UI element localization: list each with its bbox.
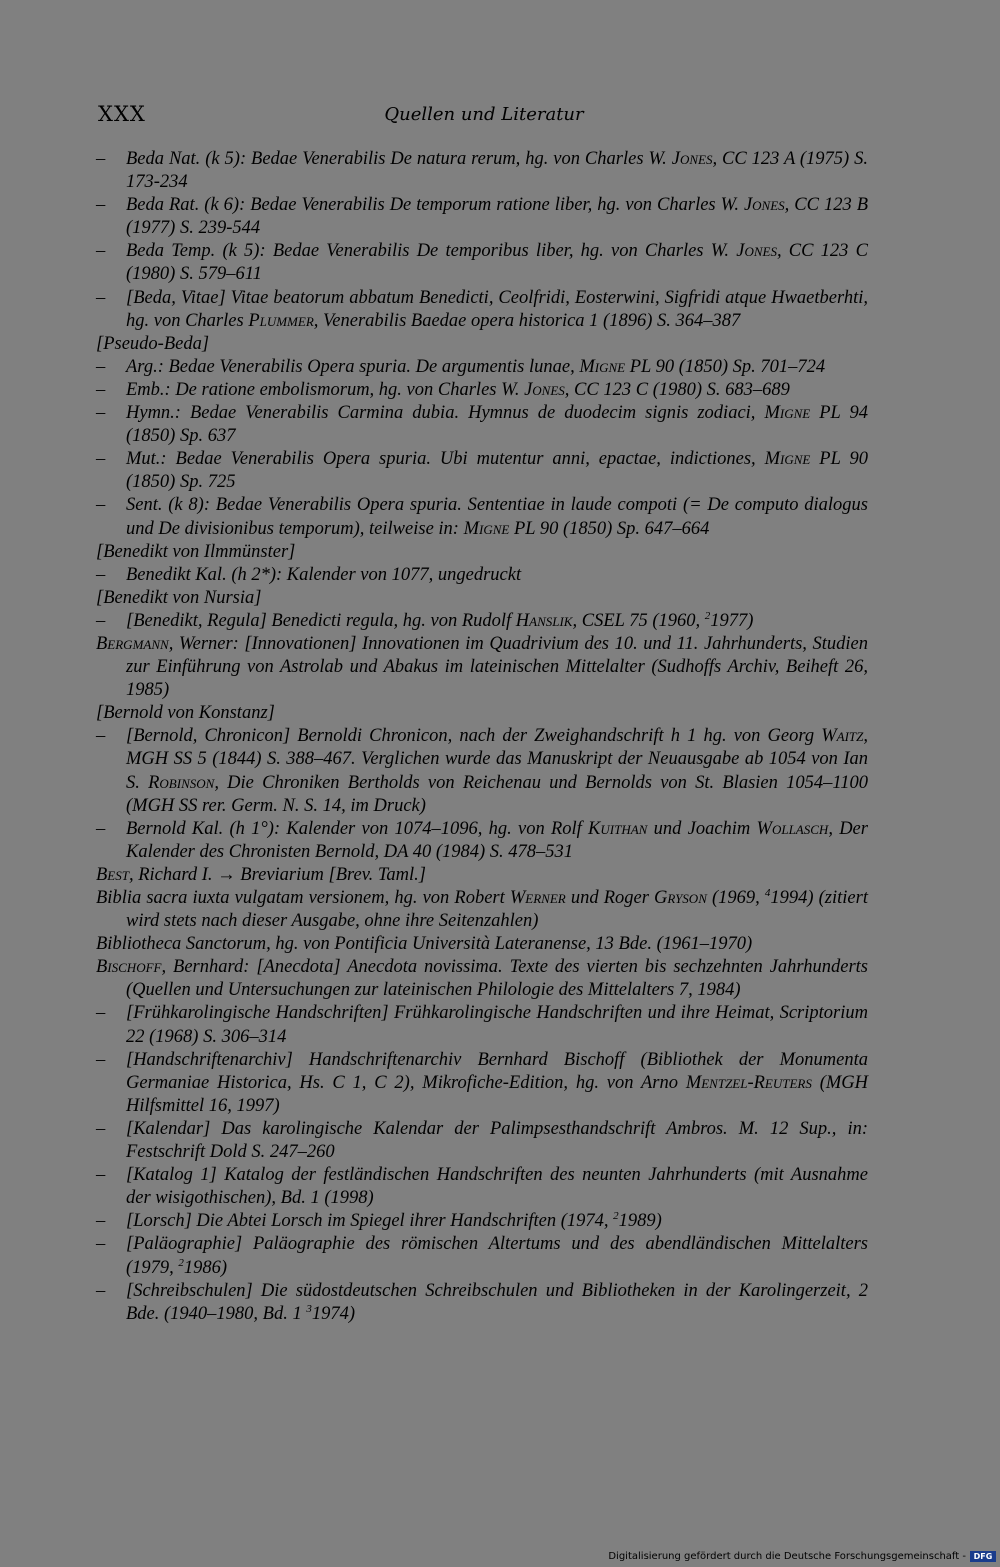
entry-dash: – <box>96 726 106 747</box>
entry-text: Mut.: Bedae Venerabilis Opera spuria. Ubi mutentur anni, epactae, indictiones, Migne PL 90 (1850) Sp. 725 <box>126 449 868 493</box>
entry-text: [Lorsch] Die Abtei Lorsch im Spiegel ihrer Handschriften (1974, $^2$1989) <box>126 1210 662 1232</box>
entry-text: [Paläographie] Paläographie des römischen Altertums und des abendländischen Mittelalters (1979, $^2$1986) <box>126 1234 868 1278</box>
running-title: Quellen und Literatur <box>384 104 584 125</box>
entry-text: [Bernold von Konstanz] <box>96 703 275 724</box>
entry-dash: – <box>96 818 106 839</box>
bibliography-heading <box>96 702 868 725</box>
bibliography-entry <box>96 494 868 540</box>
bibliography-entry <box>96 240 868 286</box>
entry-text: Beda Temp. (k 5): Bedae Venerabilis De temporibus liber, hg. von Charles W. Jones, CC 123 C (1980) S. 579–611 <box>126 241 868 285</box>
entry-text: [Bernold, Chronicon] Bernoldi Chronicon, nach der Zweighandschrift h 1 hg. von Georg Waitz, MGH SS 5 (1844) S. 388–467. Verglichen wurde das Manuskript der Neuausgabe ab 1054 von Ian S. Robinson, Die Chroniken Bertholds von Reichenau und Bernolds von St. Blasien 1054–1100 (MGH SS rer. Germ. N. S. 14, im Druck) <box>126 726 868 816</box>
bibliography-heading <box>96 587 868 610</box>
dfg-logo-icon: DFG <box>970 1551 996 1562</box>
bibliography-entry <box>96 194 868 240</box>
entry-text: [Kalendar] Das karolingische Kalendar der Palimpsesthandschrift Ambros. M. 12 Sup., in: Festschrift Dold S. 247–260 <box>126 1118 868 1163</box>
entry-text: Beda Nat. (k 5): Bedae Venerabilis De natura rerum, hg. von Charles W. Jones, CC 123 A (1975) S. 173-234 <box>126 149 868 193</box>
bibliography-entry <box>96 356 868 379</box>
bibliography-entry <box>96 287 868 333</box>
entry-text: Hymn.: Bedae Venerabilis Carmina dubia. Hymnus de duodecim signis zodiaci, Migne PL 94 (1850) Sp. 637 <box>126 403 868 447</box>
entry-text: Emb.: De ratione embolismorum, hg. von Charles W. Jones, CC 123 C (1980) S. 683–689 <box>126 379 790 400</box>
bibliography-entry <box>96 818 868 864</box>
bibliography-entry <box>96 148 868 194</box>
entry-text: Bibliotheca Sanctorum, hg. von Pontificia Università Lateranense, 13 Bde. (1961–1970) <box>96 934 753 955</box>
entry-text: [Handschriftenarchiv] Handschriftenarchiv Bernhard Bischoff (Bibliothek der Monumenta Germaniae Historica, Hs. C 1, C 2), Mikrofiche-Edition, hg. von Arno Mentzel-Reuters (MGH Hilfsmittel 16, 1997) <box>126 1049 868 1116</box>
page-number: XXX <box>98 102 146 126</box>
entry-text: [Benedikt von Ilmmünster] <box>96 541 296 562</box>
page-header <box>98 102 870 134</box>
entry-dash: – <box>96 287 106 308</box>
bibliography-list <box>96 148 868 1326</box>
entry-text: [Katalog 1] Katalog der festländischen Handschriften des neunten Jahrhunderts (mit Ausnahme der wisigothischen), Bd. 1 (1998) <box>126 1165 868 1209</box>
entry-dash: – <box>96 1118 106 1139</box>
footer-credit <box>608 1549 996 1563</box>
bibliography-entry <box>96 933 868 956</box>
entry-dash: – <box>96 241 106 262</box>
bibliography-entry <box>96 1118 868 1164</box>
entry-text: Sent. (k 8): Bedae Venerabilis Opera spuria. Sententiae in laude compoti (= De computo dialogus und De divisionibus temporum), teilweise in: Migne PL 90 (1850) Sp. 647–664 <box>126 495 868 539</box>
footer-text: Digitalisierung gefördert durch die Deutsche Forschungsgemeinschaft - <box>608 1550 966 1562</box>
bibliography-entry <box>96 725 868 817</box>
entry-text: Bernold Kal. (h 1°): Kalender von 1074–1096, hg. von Rolf Kuithan und Joachim Wollasch, Der Kalender des Chronisten Bernold, DA 40 (1984) S. 478–531 <box>126 818 868 862</box>
entry-text: Bergmann, Werner: [Innovationen] Innovationen im Quadrivium des 10. und 11. Jahrhunderts, Studien zur Einführung von Astrolab und Abakus im lateinischen Mittelalter (Sudhoffs Archiv, Beiheft 26, 1985) <box>96 633 868 701</box>
bibliography-entry <box>96 1280 868 1326</box>
entry-text: Beda Rat. (k 6): Bedae Venerabilis De temporum ratione liber, hg. von Charles W. Jones, CC 123 B (1977) S. 239-544 <box>126 195 869 239</box>
entry-dash: – <box>96 1049 106 1070</box>
bibliography-entry <box>96 610 868 633</box>
entry-text: Arg.: Bedae Venerabilis Opera spuria. De argumentis lunae, Migne PL 90 (1850) Sp. 701–724 <box>126 356 826 377</box>
bibliography-entry <box>96 1210 868 1233</box>
entry-text: [Schreibschulen] Die südostdeutschen Schreibschulen und Bibliotheken in der Karolingerzeit, 2 Bde. (1940–1980, Bd. 1 $^3$1974) <box>126 1280 868 1324</box>
entry-dash: – <box>96 356 106 377</box>
entry-dash: – <box>96 1234 106 1255</box>
bibliography-entry <box>96 956 868 1002</box>
entry-dash: – <box>96 1165 106 1186</box>
entry-dash: – <box>96 610 106 631</box>
entry-dash: – <box>96 149 106 169</box>
entry-text: Biblia sacra iuxta vulgatam versionem, hg. von Robert Werner und Roger Gryson (1969, $^4$1994) (zitiert wird stets nach dieser Ausgabe, ohne ihre Seitenzahlen) <box>96 886 868 932</box>
bibliography-entry <box>96 564 868 587</box>
bibliography-entry <box>96 633 868 702</box>
bibliography-heading <box>96 864 868 887</box>
entry-text: [Benedikt von Nursia] <box>96 587 262 608</box>
bibliography-heading <box>96 541 868 564</box>
entry-text: [Pseudo-Beda] <box>96 333 210 354</box>
entry-dash: – <box>96 449 106 470</box>
entry-dash: – <box>96 1003 106 1024</box>
bibliography-entry <box>96 379 868 402</box>
entry-text: [Frühkarolingische Handschriften] Frühkarolingische Handschriften und ihre Heimat, Scriptorium 22 (1968) S. 306–314 <box>126 1003 868 1047</box>
entry-dash: – <box>96 1280 106 1301</box>
entry-text: Bischoff, Bernhard: [Anecdota] Anecdota novissima. Texte des vierten bis sechzehnten Jahrhunderts (Quellen und Untersuchungen zur lateinischen Philologie des Mittelalters 7, 1984) <box>96 957 868 1001</box>
entry-text: [Beda, Vitae] Vitae beatorum abbatum Benedicti, Ceolfridi, Eosterwini, Sigfridi atque Hwaetberhti, hg. von Charles Plummer, Venerabilis Baedae opera historica 1 (1896) S. 364–387 <box>126 287 868 331</box>
entry-dash: – <box>96 379 106 400</box>
bibliography-heading <box>96 333 868 356</box>
bibliography-entry <box>96 402 868 448</box>
bibliography-entry <box>96 887 868 933</box>
bibliography-entry <box>96 1002 868 1048</box>
entry-dash: – <box>96 403 106 424</box>
entry-text: Benedikt Kal. (h 2*): Kalender von 1077, ungedruckt <box>126 564 522 585</box>
entry-dash: – <box>96 1211 106 1232</box>
entry-text: [Benedikt, Regula] Benedicti regula, hg. von Rudolf Hanslik, CSEL 75 (1960, $^2$1977) <box>126 609 754 631</box>
bibliography-entry <box>96 448 868 494</box>
bibliography-entry <box>96 1164 868 1210</box>
entry-text: Best, Richard I. → Breviarium [Brev. Taml.] <box>96 864 426 885</box>
bibliography-entry <box>96 1233 868 1279</box>
entry-dash: – <box>96 495 106 516</box>
entry-dash: – <box>96 564 106 585</box>
bibliography-entry <box>96 1049 868 1118</box>
entry-dash: – <box>96 195 106 216</box>
